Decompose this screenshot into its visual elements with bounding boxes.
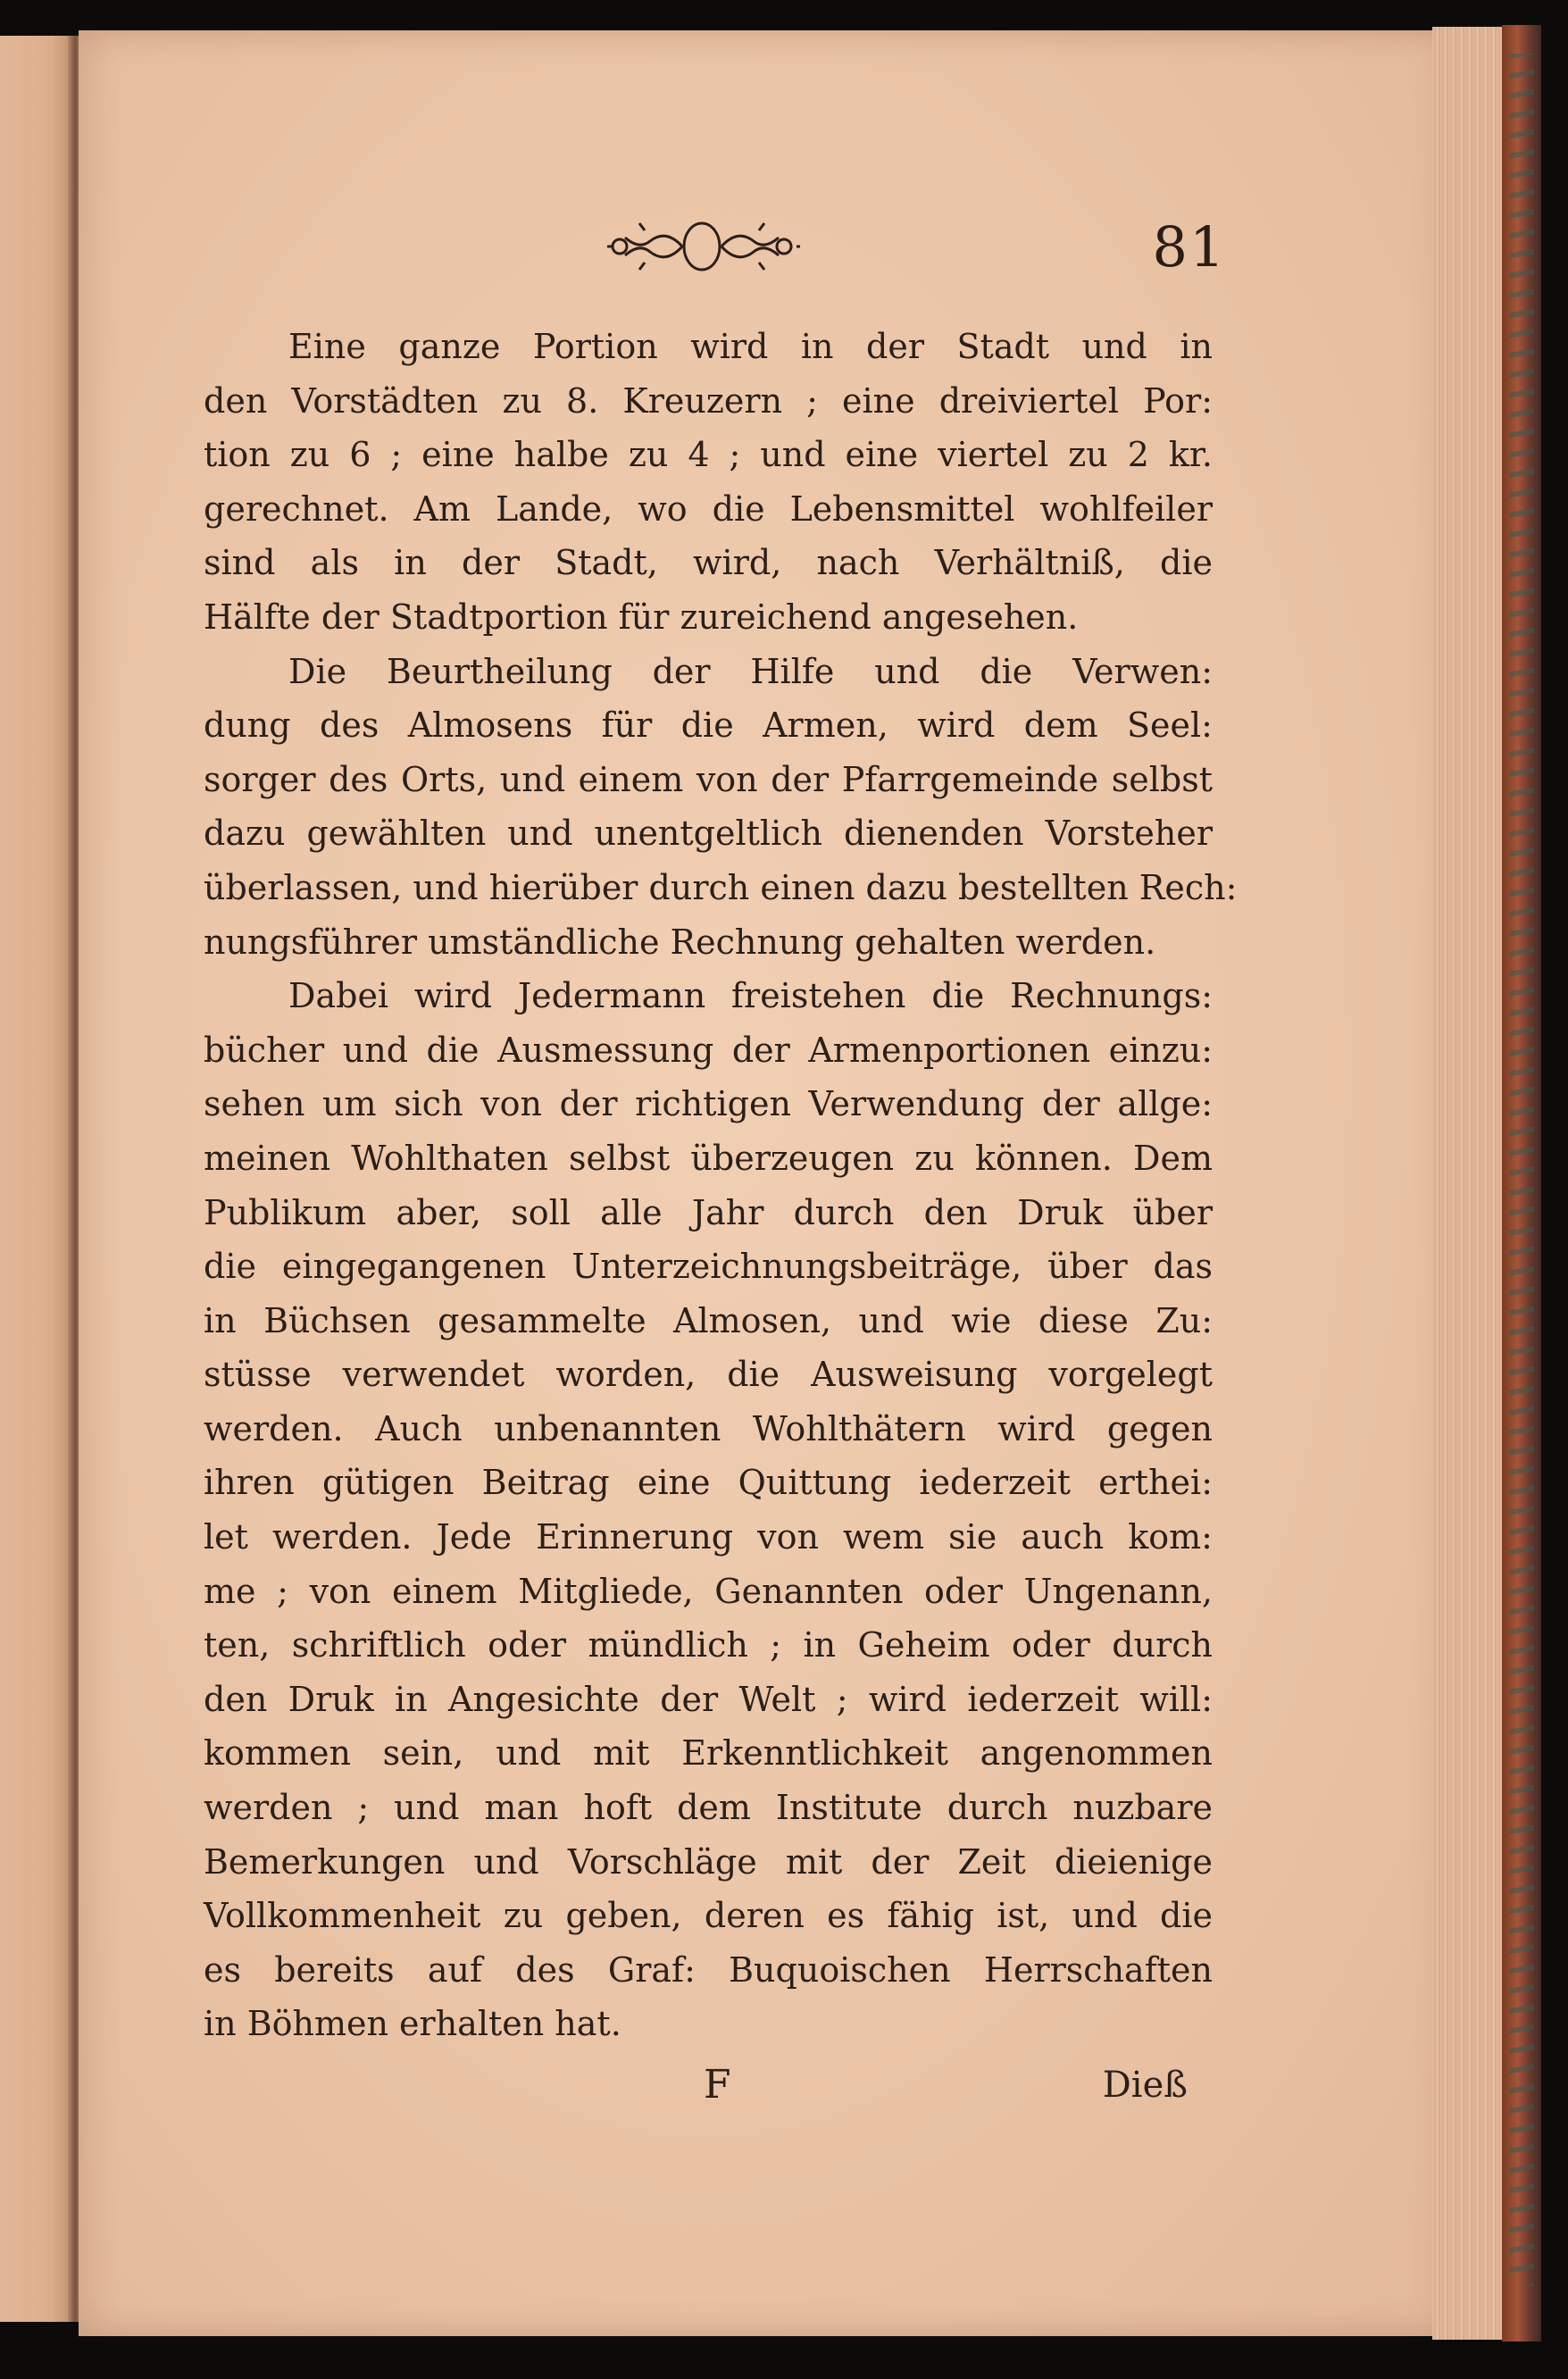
text-line: nungsführer umständliche Rechnung gehalten werden. <box>204 922 1156 962</box>
text-line: werden ; und man hoft dem Institute durch nuzbare <box>204 1788 1213 1828</box>
decorative-vignette-icon <box>604 211 800 282</box>
text-line: überlassen, und hierüber durch einen dazu bestellten Rech: <box>204 867 1238 907</box>
text-line: bücher und die Ausmessung der Armenportionen einzu: <box>204 1030 1213 1070</box>
text-line: Hälfte der Stadtportion für zureichend angesehen. <box>204 597 1079 637</box>
text-line: werden. Auch unbenannten Wohlthätern wird gegen <box>204 1408 1213 1448</box>
paragraph <box>204 969 1213 2051</box>
text-line: dung des Almosens für die Armen, wird dem Seel: <box>204 705 1213 746</box>
text-line: let werden. Jede Erinnerung von wem sie auch kom: <box>204 1517 1213 1557</box>
page-number: 81 <box>1152 214 1227 280</box>
text-line: kommen sein, und mit Erkenntlichkeit angenommen <box>204 1733 1213 1774</box>
paragraph <box>204 645 1238 970</box>
text-line: stüsse verwendet worden, die Ausweisung vorgelegt <box>204 1355 1213 1395</box>
text-line: sorger des Orts, und einem von der Pfarrgemeinde selbst <box>204 759 1213 799</box>
text-line: in Böhmen erhalten hat. <box>204 2004 621 2044</box>
page-edges <box>1432 27 1502 2340</box>
body-text <box>204 320 1238 2051</box>
text-line: meinen Wohlthaten selbst überzeugen zu können. Dem <box>204 1138 1213 1178</box>
text-line: me ; von einem Mitgliede, Genannten oder Ungenann, <box>204 1571 1213 1611</box>
text-line: in Büchsen gesammelte Almosen, und wie diese Zu: <box>204 1300 1213 1340</box>
text-line: Die Beurtheilung der Hilfe und die Verwen: <box>288 651 1213 691</box>
paragraph <box>204 320 1213 645</box>
text-line: es bereits auf des Graf: Buquoischen Herrschaften <box>204 1949 1213 1990</box>
text-line: Publikum aber, soll alle Jahr durch den Druk über <box>204 1192 1213 1232</box>
text-line: den Vorstädten zu 8. Kreuzern ; eine dreiviertel Por: <box>204 380 1213 421</box>
text-line: tion zu 6 ; eine halbe zu 4 ; und eine viertel zu 2 kr. <box>204 435 1213 475</box>
text-line: ihren gütigen Beitrag eine Quittung iederzeit erthei: <box>204 1463 1213 1503</box>
marbled-cover-pattern <box>1509 54 1534 2286</box>
text-line: Bemerkungen und Vorschläge mit der Zeit dieienige <box>204 1841 1213 1882</box>
text-line: Eine ganze Portion wird in der Stadt und in <box>288 327 1213 366</box>
signature-mark: F <box>704 2062 731 2108</box>
left-page-edge <box>0 36 73 2322</box>
text-line: sind als in der Stadt, wird, nach Verhältniß, die <box>204 543 1213 583</box>
text-line: ten, schriftlich oder mündlich ; in Geheim oder durch <box>204 1625 1213 1665</box>
text-line: dazu gewählten und unentgeltlich dienenden Vorsteher <box>204 814 1213 854</box>
text-line: den Druk in Angesichte der Welt ; wird iederzeit will: <box>204 1679 1213 1719</box>
text-line: gerechnet. Am Lande, wo die Lebensmittel wohlfeiler <box>204 488 1213 529</box>
text-line: Vollkommenheit zu geben, deren es fähig ist, und die <box>204 1896 1213 1936</box>
catchword: Dieß <box>1102 2065 1188 2106</box>
text-line: die eingegangenen Unterzeichnungsbeiträge, über das <box>204 1247 1213 1287</box>
text-line: Dabei wird Jedermann freistehen die Rechnungs: <box>288 976 1213 1016</box>
text-line: sehen um sich von der richtigen Verwendung der allge: <box>204 1084 1213 1124</box>
